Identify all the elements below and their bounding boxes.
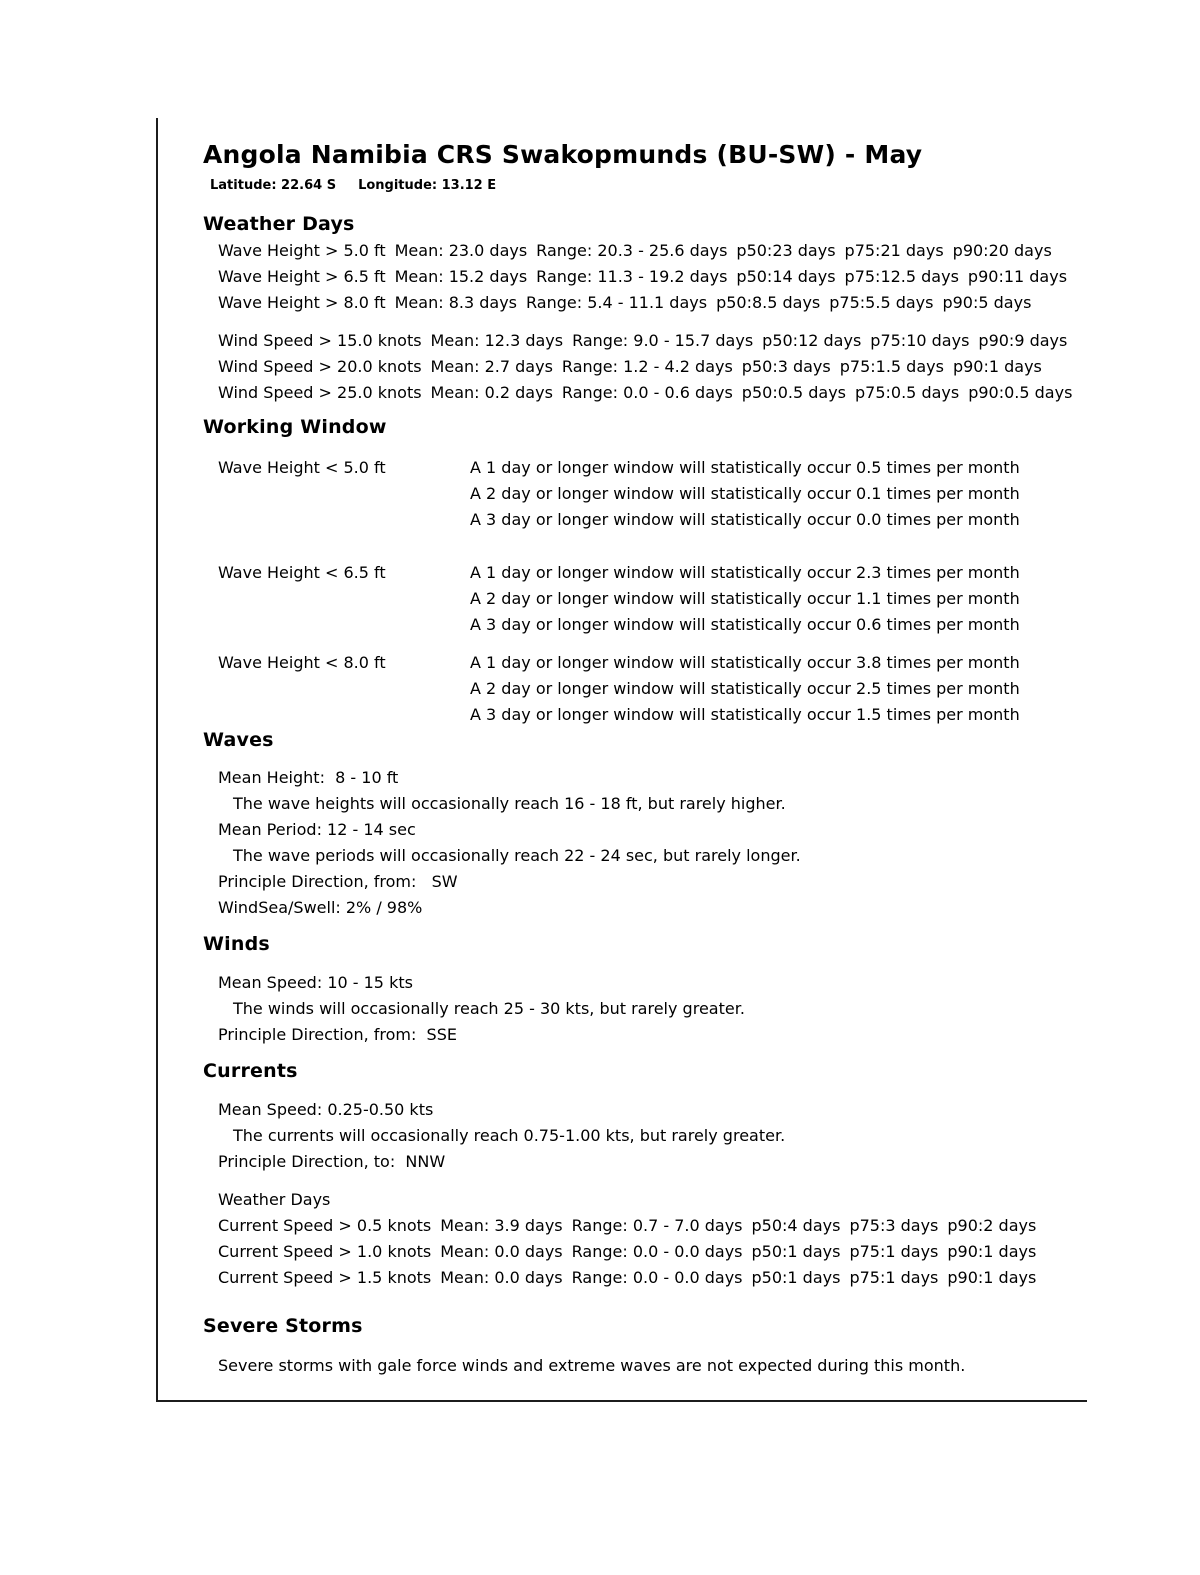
weather-days-subheading: Weather Days	[218, 1190, 331, 1209]
p50-value: p50:0.5 days	[741, 383, 846, 402]
p50-value: p50:23 days	[736, 241, 836, 260]
range-value: Range: 5.4 - 11.1 days	[526, 293, 708, 312]
p90-value: p90:1 days	[952, 357, 1042, 376]
table-row	[218, 354, 1087, 380]
p75-value: p75:5.5 days	[829, 293, 934, 312]
parameter: Wind Speed > 25.0 knots	[218, 383, 422, 402]
table-row	[218, 264, 1087, 290]
p75-value: p75:1 days	[849, 1242, 939, 1261]
table-row	[218, 1213, 1087, 1239]
table-row	[218, 1265, 1087, 1291]
p75-value: p75:21 days	[844, 241, 944, 260]
window-statistics	[470, 455, 1087, 533]
p50-value: p50:1 days	[751, 1242, 841, 1261]
p75-value: p75:3 days	[849, 1216, 939, 1235]
latitude-value: Latitude: 22.64 S	[210, 178, 337, 193]
parameter: Current Speed > 1.5 knots	[218, 1268, 432, 1287]
range-value: Range: 0.7 - 7.0 days	[571, 1216, 743, 1235]
window-statistic-line: A 2 day or longer window will statistically occur 0.1 times per month	[470, 484, 1020, 503]
p75-value: p75:10 days	[870, 331, 970, 350]
windsea-swell: WindSea/Swell: 2% / 98%	[218, 898, 423, 917]
range-value: Range: 20.3 - 25.6 days	[536, 241, 728, 260]
mean-speed: Mean Speed: 0.25-0.50 kts	[218, 1100, 434, 1119]
range-value: Range: 11.3 - 19.2 days	[536, 267, 728, 286]
window-statistic-line: A 3 day or longer window will statistically occur 0.0 times per month	[470, 510, 1020, 529]
waves-details	[203, 765, 1087, 921]
p90-value: p90:5 days	[942, 293, 1032, 312]
working-window-group	[203, 650, 1087, 728]
parameter: Wave Height > 5.0 ft	[218, 241, 386, 260]
window-statistic-line: A 2 day or longer window will statistically occur 1.1 times per month	[470, 589, 1020, 608]
mean-value: Mean: 2.7 days	[430, 357, 553, 376]
range-value: Range: 9.0 - 15.7 days	[572, 331, 754, 350]
window-statistics	[470, 560, 1087, 638]
window-statistic-line: A 3 day or longer window will statistically occur 1.5 times per month	[470, 705, 1020, 724]
p90-value: p90:2 days	[947, 1216, 1037, 1235]
mean-value: Mean: 3.9 days	[440, 1216, 563, 1235]
parameter: Wind Speed > 15.0 knots	[218, 331, 422, 350]
table-row	[218, 238, 1087, 264]
principle-direction: Principle Direction, from: SSE	[218, 1025, 457, 1044]
table-row	[218, 290, 1087, 316]
table-row	[218, 380, 1087, 406]
mean-value: Mean: 8.3 days	[394, 293, 517, 312]
mean-value: Mean: 0.0 days	[440, 1242, 563, 1261]
wave-height-weather-days	[203, 238, 1087, 316]
window-statistics	[470, 650, 1087, 728]
p50-value: p50:3 days	[741, 357, 831, 376]
p75-value: p75:1.5 days	[839, 357, 944, 376]
parameter: Current Speed > 1.0 knots	[218, 1242, 432, 1261]
window-statistic-line: A 3 day or longer window will statistically occur 0.6 times per month	[470, 615, 1020, 634]
height-note: The wave heights will occasionally reach 16 - 18 ft, but rarely higher.	[233, 794, 786, 813]
p90-value: p90:0.5 days	[968, 383, 1073, 402]
parameter: Wind Speed > 20.0 knots	[218, 357, 422, 376]
currents-heading: Currents	[203, 1060, 298, 1082]
p50-value: p50:4 days	[751, 1216, 841, 1235]
window-statistic-line: A 1 day or longer window will statistically occur 2.3 times per month	[470, 563, 1020, 582]
principle-direction: Principle Direction, to: NNW	[218, 1152, 446, 1171]
coordinates	[210, 178, 1087, 194]
longitude-value: Longitude: 13.12 E	[358, 178, 497, 193]
wind-speed-weather-days	[203, 328, 1087, 406]
waves-heading: Waves	[203, 729, 274, 751]
p90-value: p90:9 days	[978, 331, 1068, 350]
range-value: Range: 0.0 - 0.6 days	[561, 383, 733, 402]
condition-label: Wave Height < 5.0 ft	[218, 458, 386, 477]
mean-value: Mean: 12.3 days	[430, 331, 564, 350]
p50-value: p50:14 days	[736, 267, 836, 286]
table-row	[218, 1239, 1087, 1265]
condition-label: Wave Height < 6.5 ft	[218, 563, 386, 582]
principle-direction: Principle Direction, from: SW	[218, 872, 458, 891]
currents-weather-days	[203, 1187, 1087, 1291]
p75-value: p75:12.5 days	[844, 267, 959, 286]
mean-value: Mean: 15.2 days	[394, 267, 528, 286]
p75-value: p75:0.5 days	[855, 383, 960, 402]
mean-value: Mean: 0.2 days	[430, 383, 553, 402]
table-row	[218, 328, 1087, 354]
window-statistic-line: A 2 day or longer window will statistically occur 2.5 times per month	[470, 679, 1020, 698]
working-window-group	[203, 560, 1087, 638]
range-value: Range: 1.2 - 4.2 days	[561, 357, 733, 376]
page-title: Angola Namibia CRS Swakopmunds (BU-SW) - May	[203, 140, 923, 169]
currents-details	[203, 1097, 1087, 1175]
severe-storms-statement: Severe storms with gale force winds and extreme waves are not expected during this month.	[218, 1356, 966, 1375]
severe-storms-heading: Severe Storms	[203, 1315, 363, 1337]
p50-value: p50:8.5 days	[716, 293, 821, 312]
range-value: Range: 0.0 - 0.0 days	[571, 1242, 743, 1261]
mean-value: Mean: 0.0 days	[440, 1268, 563, 1287]
report-page	[156, 118, 1087, 1402]
winds-heading: Winds	[203, 933, 270, 955]
p75-value: p75:1 days	[849, 1268, 939, 1287]
mean-period: Mean Period: 12 - 14 sec	[218, 820, 416, 839]
range-value: Range: 0.0 - 0.0 days	[571, 1268, 743, 1287]
period-note: The wave periods will occasionally reach 22 - 24 sec, but rarely longer.	[233, 846, 801, 865]
mean-speed: Mean Speed: 10 - 15 kts	[218, 973, 413, 992]
speed-note: The currents will occasionally reach 0.75-1.00 kts, but rarely greater.	[233, 1126, 786, 1145]
p50-value: p50:12 days	[762, 331, 862, 350]
parameter: Wave Height > 6.5 ft	[218, 267, 386, 286]
parameter: Current Speed > 0.5 knots	[218, 1216, 432, 1235]
window-statistic-line: A 1 day or longer window will statistically occur 3.8 times per month	[470, 653, 1020, 672]
speed-note: The winds will occasionally reach 25 - 30 kts, but rarely greater.	[233, 999, 745, 1018]
parameter: Wave Height > 8.0 ft	[218, 293, 386, 312]
working-window-heading: Working Window	[203, 416, 387, 438]
winds-details	[203, 970, 1087, 1048]
p90-value: p90:11 days	[967, 267, 1068, 286]
condition-label: Wave Height < 8.0 ft	[218, 653, 386, 672]
p90-value: p90:1 days	[947, 1268, 1037, 1287]
mean-height: Mean Height: 8 - 10 ft	[218, 768, 399, 787]
window-statistic-line: A 1 day or longer window will statistically occur 0.5 times per month	[470, 458, 1020, 477]
p90-value: p90:1 days	[947, 1242, 1037, 1261]
p50-value: p50:1 days	[751, 1268, 841, 1287]
weather-days-heading: Weather Days	[203, 213, 355, 235]
working-window-group	[203, 455, 1087, 533]
severe-storms-details	[203, 1353, 1087, 1379]
p90-value: p90:20 days	[952, 241, 1052, 260]
mean-value: Mean: 23.0 days	[394, 241, 528, 260]
